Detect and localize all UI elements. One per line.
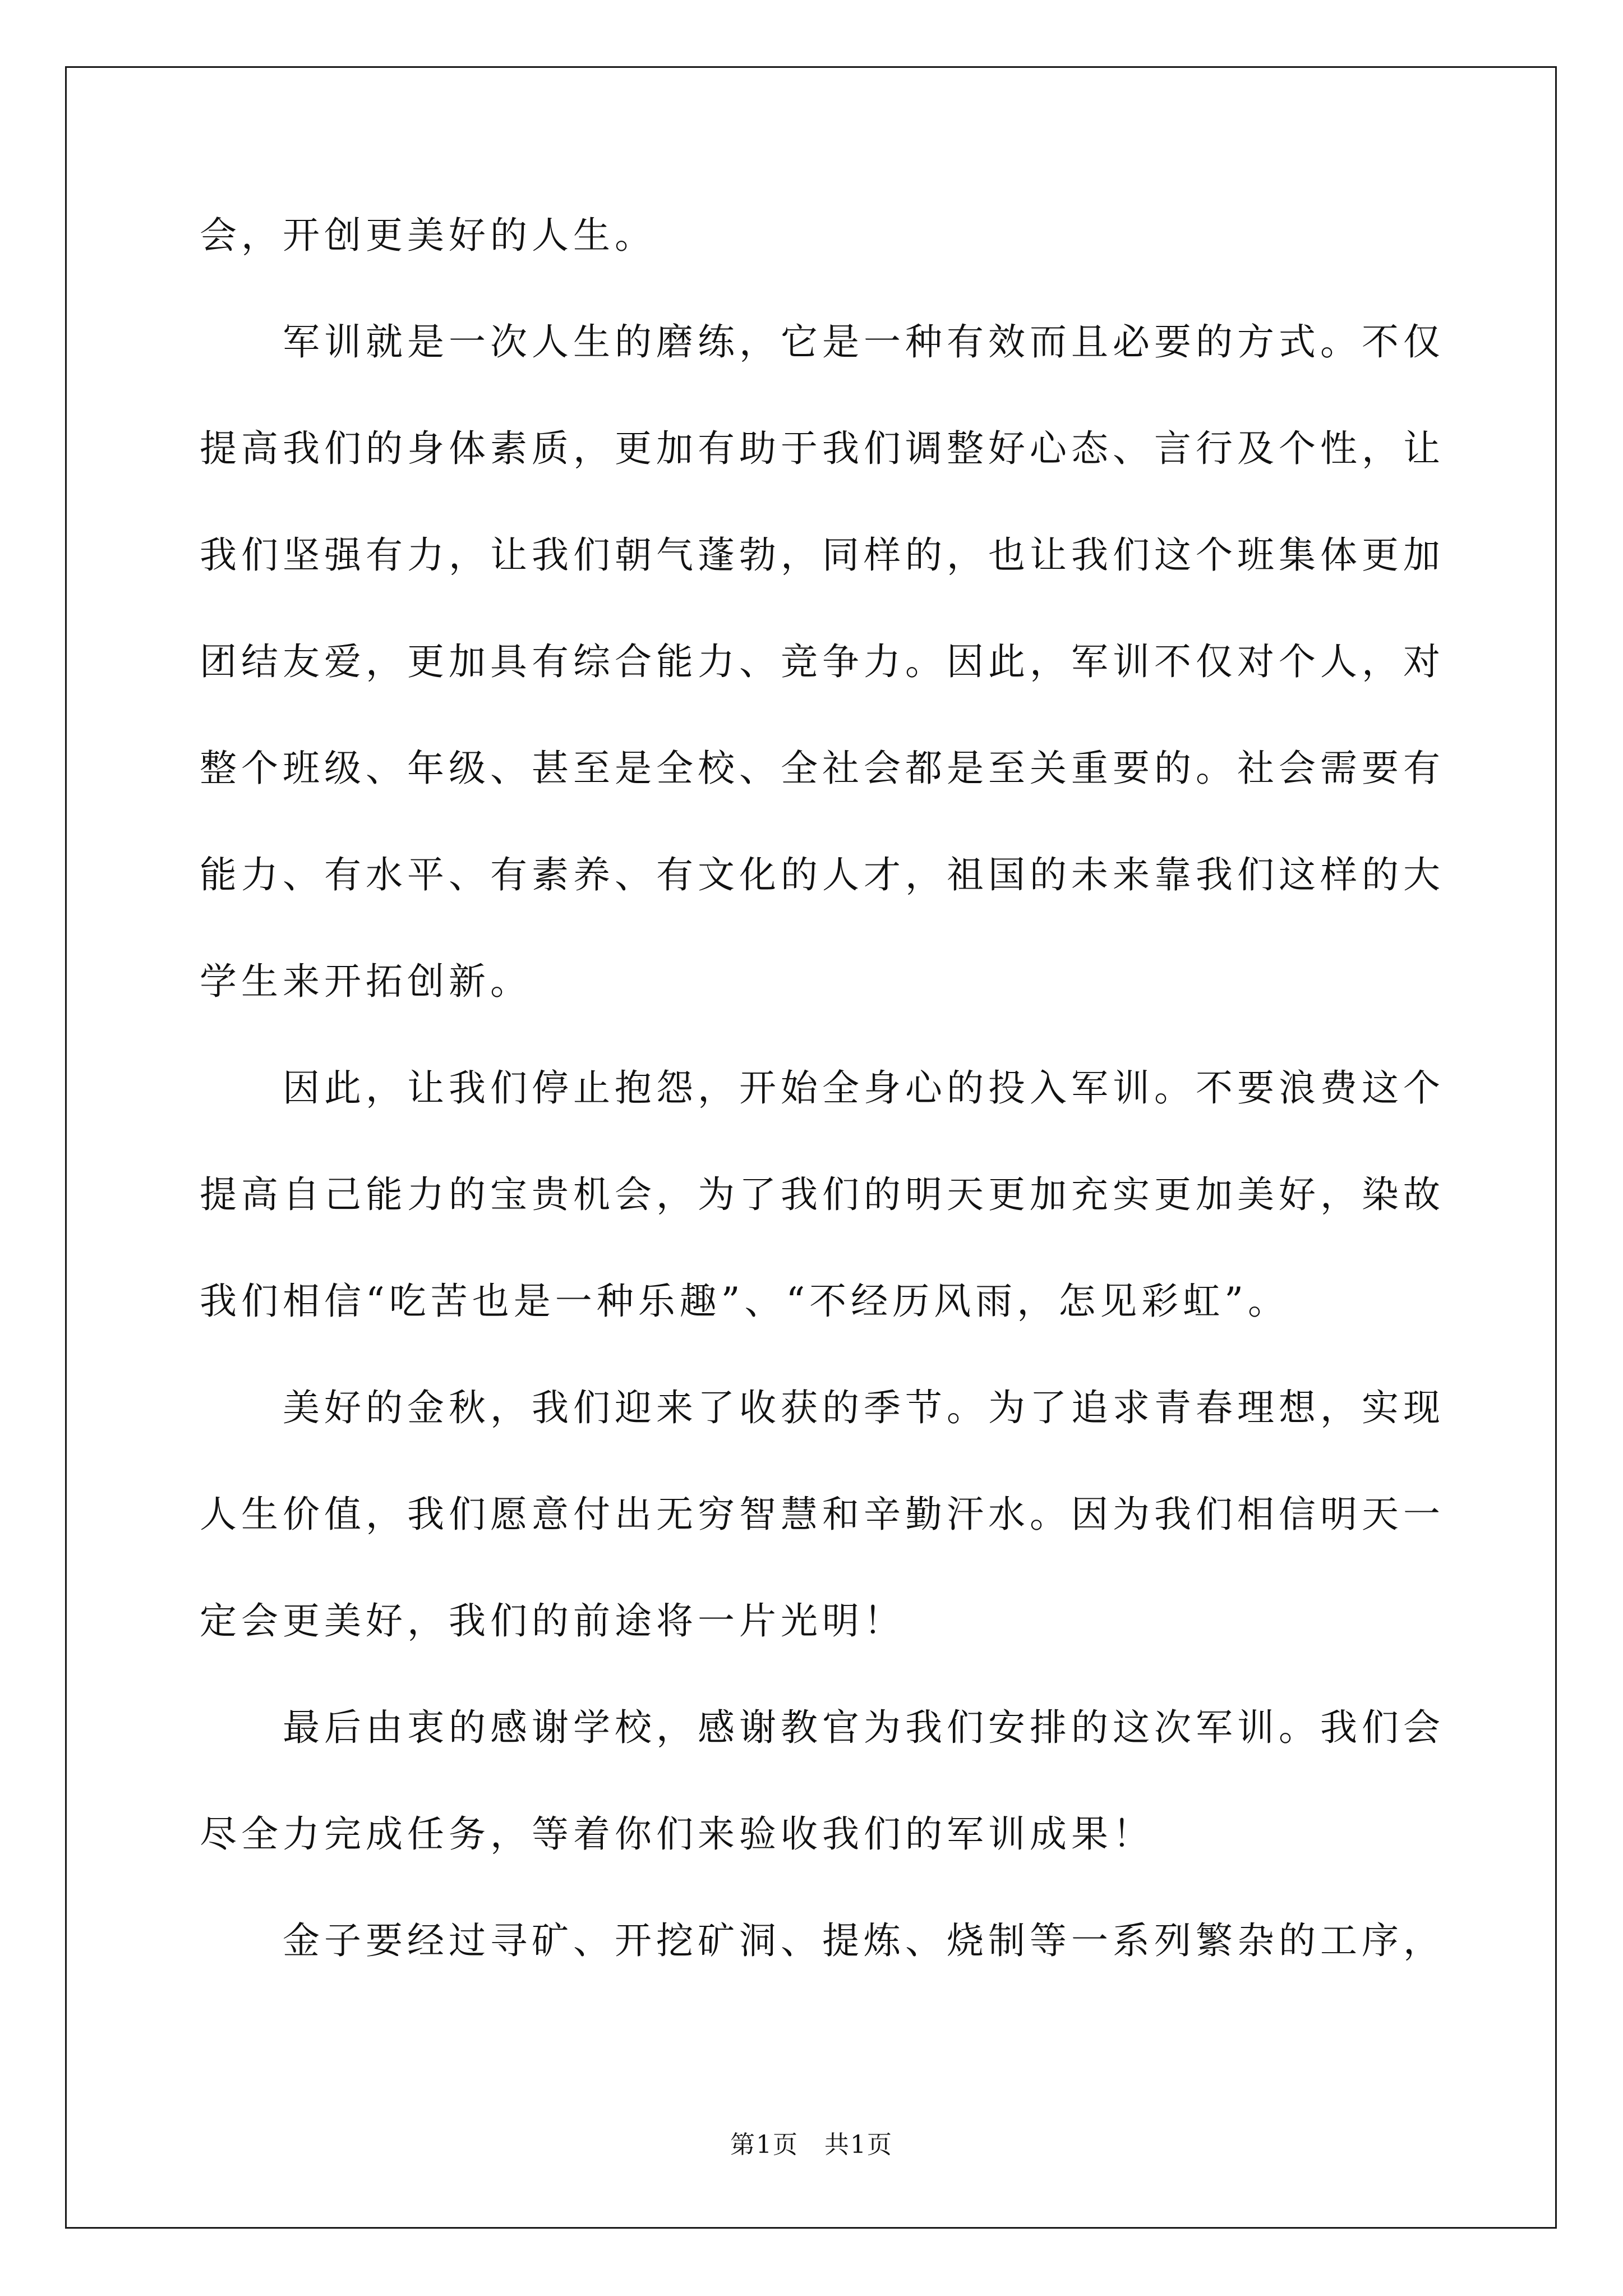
text-line: 团结友爱，更加具有综合能力、竞争力。因此，军训不仅对个人，对 <box>200 640 1445 683</box>
text-line: 提高自己能力的宝贵机会，为了我们的明天更加充实更加美好，染故 <box>200 1173 1445 1216</box>
text-line: 我们相信“吃苦也是一种乐趣”、“不经历风雨，怎见彩虹”。 <box>200 1280 1289 1323</box>
text-line: 提高我们的身体素质，更加有助于我们调整好心态、言行及个性，让 <box>200 427 1445 470</box>
text-line: 定会更美好，我们的前途将一片光明！ <box>200 1599 905 1642</box>
text-line: 整个班级、年级、甚至是全校、全社会都是至关重要的。社会需要有 <box>200 747 1445 790</box>
text-line: 军训就是一次人生的磨练，它是一种有效而且必要的方式。不仅 <box>283 320 1445 364</box>
page-border <box>65 66 1557 2229</box>
text-line: 我们坚强有力，让我们朝气蓬勃，同样的，也让我们这个班集体更加 <box>200 533 1445 577</box>
page-number: 第1页 共1页 <box>730 2131 893 2159</box>
text-line: 会，开创更美好的人生。 <box>200 214 656 257</box>
text-line: 金子要经过寻矿、开挖矿洞、提炼、烧制等一系列繁杂的工序， <box>283 1919 1445 1962</box>
text-line: 能力、有水平、有素养、有文化的人才，祖国的未来靠我们这样的大 <box>200 853 1445 896</box>
text-line: 因此，让我们停止抱怨，开始全身心的投入军训。不要浪费这个 <box>283 1066 1445 1110</box>
text-line: 人生价值，我们愿意付出无穷智慧和辛勤汗水。因为我们相信明天一 <box>200 1493 1445 1536</box>
text-line: 尽全力完成任务，等着你们来验收我们的军训成果！ <box>200 1812 1154 1856</box>
text-line: 学生来开拓创新。 <box>200 960 532 1003</box>
text-line: 最后由衷的感谢学校，感谢教官为我们安排的这次军训。我们会 <box>283 1706 1445 1749</box>
text-line: 美好的金秋，我们迎来了收获的季节。为了追求青春理想，实现 <box>283 1386 1445 1429</box>
